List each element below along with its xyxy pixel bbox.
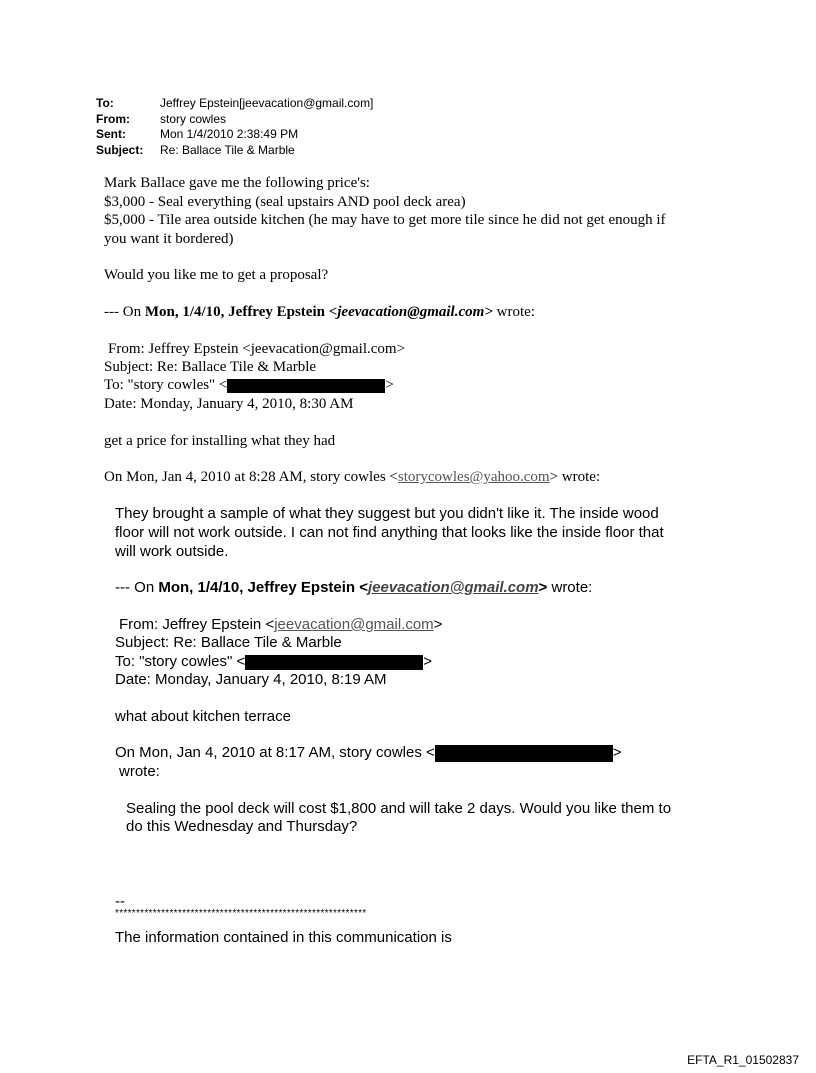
reply-line: $5,000 - Tile area outside kitchen (he may have to get more tile since he did not get enough if xyxy=(104,212,666,228)
reply-question: Would you like me to get a proposal? xyxy=(104,267,329,283)
quote-attribution xyxy=(115,744,622,762)
quote-body-line: floor will not work outside. I can not find anything that looks like the inside floor that xyxy=(115,524,664,541)
quote-to xyxy=(104,377,394,394)
redaction-block xyxy=(227,379,385,393)
quote-body: what about kitchen terrace xyxy=(115,708,291,725)
quote-attribution xyxy=(115,579,592,596)
quote-2-intro xyxy=(104,469,600,486)
to-value: Jeffrey Epstein[jeevacation@gmail.com] xyxy=(160,96,374,110)
quote-subject: Subject: Re: Ballace Tile & Marble xyxy=(115,634,342,651)
email-close: > xyxy=(538,579,548,596)
quote-body-line: do this Wednesday and Thursday? xyxy=(126,818,358,835)
quote-body-line: Sealing the pool deck will cost $1,800 and will take 2 days. Would you like them to xyxy=(126,800,672,817)
redaction-block xyxy=(245,655,423,670)
email-close: > xyxy=(484,304,493,320)
to-label: To: xyxy=(96,96,114,110)
email-open: < xyxy=(328,304,338,320)
quote-attribution xyxy=(104,304,535,321)
quote-from xyxy=(119,616,442,633)
intro-prefix: On Mon, Jan 4, 2010 at 8:17 AM, story cowles < xyxy=(115,744,435,761)
from-prefix: From: Jeffrey Epstein < xyxy=(119,616,275,633)
sent-label: Sent: xyxy=(96,127,126,141)
to-suffix: > xyxy=(385,377,394,393)
attribution-author: Mon, 1/4/10, Jeffrey Epstein xyxy=(158,579,360,596)
subject-label: Subject: xyxy=(96,143,144,157)
attribution-email xyxy=(329,304,493,320)
from-label: From: xyxy=(96,112,130,126)
to-suffix: > xyxy=(423,653,433,670)
intro-suffix: > xyxy=(612,744,622,761)
signature-dashes: -- xyxy=(115,893,125,910)
quote-date: Date: Monday, January 4, 2010, 8:19 AM xyxy=(115,671,387,688)
quote-wrote: wrote: xyxy=(119,763,160,780)
reply-line: you want it bordered) xyxy=(104,231,234,247)
reply-line: Mark Ballace gave me the following price's: xyxy=(104,175,370,191)
redaction-block xyxy=(435,745,613,762)
document-id: EFTA_R1_01502837 xyxy=(687,1053,799,1067)
attribution-prefix: --- On xyxy=(104,304,145,320)
sent-value: Mon 1/4/2010 2:38:49 PM xyxy=(160,127,299,141)
to-prefix: To: "story cowles" < xyxy=(115,653,246,670)
email-link[interactable]: jeevacation@gmail.com xyxy=(368,579,539,596)
subject-value: Re: Ballace Tile & Marble xyxy=(160,143,295,157)
intro-prefix: On Mon, Jan 4, 2010 at 8:28 AM, story cowles < xyxy=(104,469,398,485)
reply-line: $3,000 - Seal everything (seal upstairs AND pool deck area) xyxy=(104,194,466,210)
email-link[interactable]: jeevacation@gmail.com xyxy=(274,616,434,633)
quote-to xyxy=(115,653,432,670)
quote-subject: Subject: Re: Ballace Tile & Marble xyxy=(104,359,317,375)
from-suffix: > xyxy=(433,616,443,633)
quote-body-line: will work outside. xyxy=(115,543,229,560)
quote-body-line: They brought a sample of what they suggest but you didn't like it. The inside wood xyxy=(115,505,659,522)
attribution-suffix: wrote: xyxy=(492,304,535,320)
attribution-suffix: wrote: xyxy=(547,579,593,596)
attribution-prefix: --- On xyxy=(115,579,159,596)
to-prefix: To: "story cowles" < xyxy=(104,377,228,393)
attribution-author: Mon, 1/4/10, Jeffrey Epstein xyxy=(144,304,329,320)
quote-body: get a price for installing what they had xyxy=(104,433,336,449)
email-open: < xyxy=(359,579,369,596)
intro-suffix: > wrote: xyxy=(549,469,601,485)
email-link[interactable]: storycowles@yahoo.com xyxy=(397,469,550,485)
email-address: jeevacation@gmail.com xyxy=(337,304,485,320)
signature-notice: The information contained in this communication is xyxy=(115,929,452,946)
signature-stars: ************************************************************ xyxy=(115,908,367,919)
from-value: story cowles xyxy=(160,112,227,126)
quote-date: Date: Monday, January 4, 2010, 8:30 AM xyxy=(104,396,354,412)
quote-from: From: Jeffrey Epstein <jeevacation@gmail.com> xyxy=(108,341,406,357)
